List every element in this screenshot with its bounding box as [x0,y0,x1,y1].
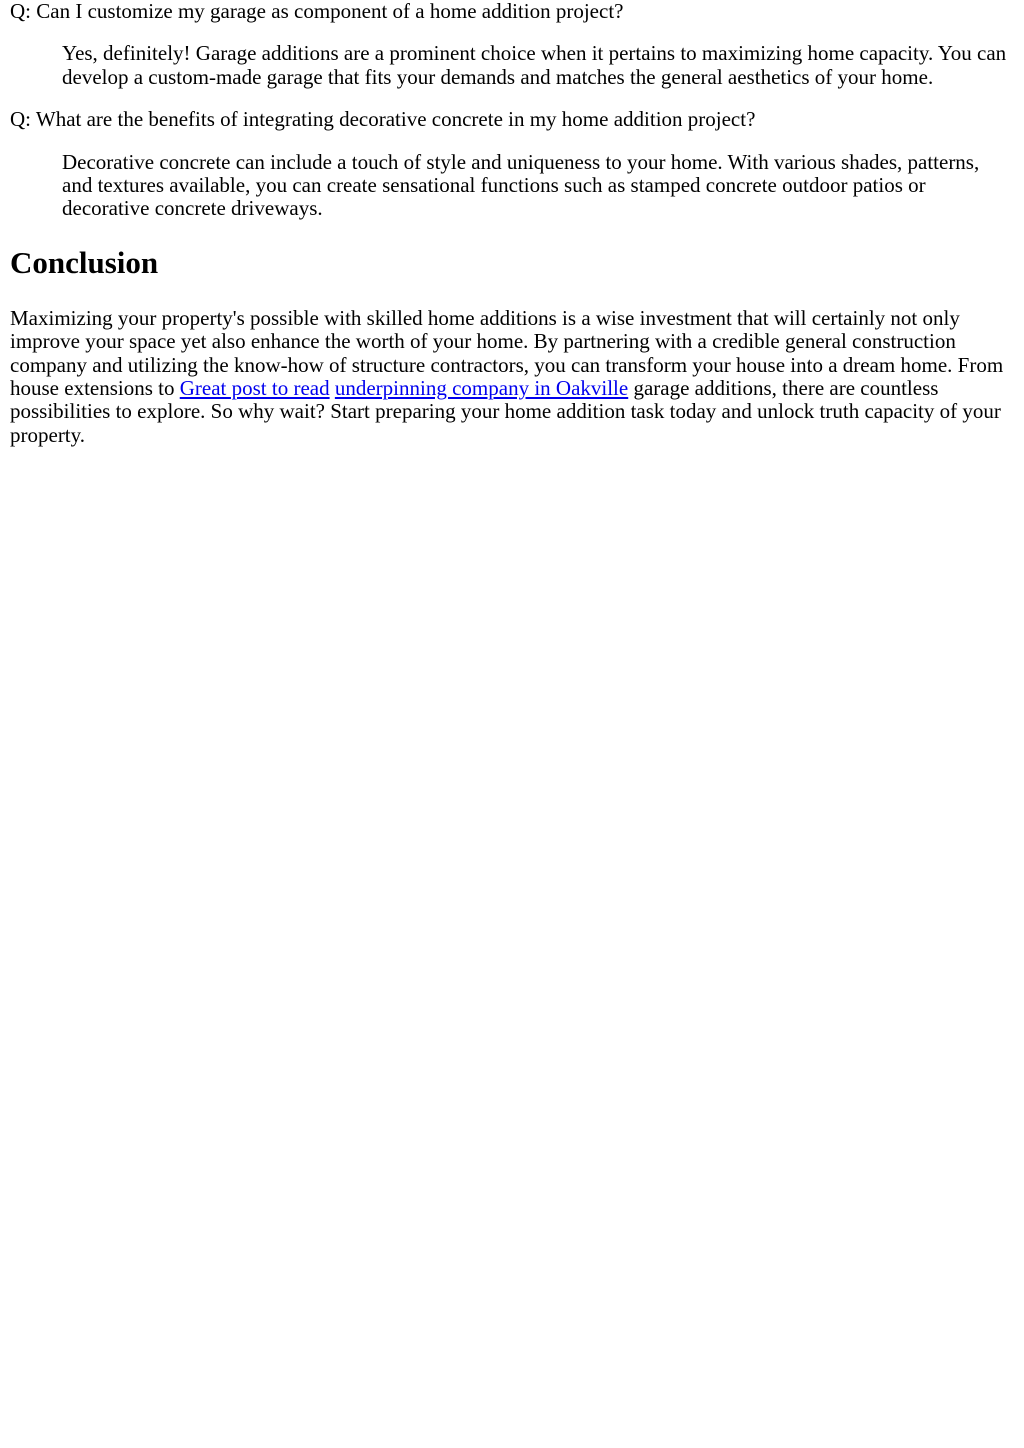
document-page [0,0,1024,447]
great-post-link[interactable]: Great post to read [179,376,330,401]
faq-answer: Yes, definitely! Garage additions are a prominent choice when it pertains to maximizing home capacity. You can develop a custom-made garage that fits your demands and matches the general aesthetics of your home. [62,41,1007,89]
faq-question: Q: What are the benefits of integrating decorative concrete in my home addition project? [10,107,756,132]
faq-answer: Decorative concrete can include a touch of style and uniqueness to your home. With various shades, patterns, and textures available, you can create sensational functions such as stamped concrete outdoor patios or decorative concrete driveways. [62,149,980,221]
conclusion-heading: Conclusion [10,244,159,280]
faq-list [10,0,1014,221]
faq-question: Q: Can I customize my garage as component of a home addition project? [10,0,624,23]
conclusion-text-after: garage additions, there are countless possibilities to explore. So why wait? Start preparing your home addition task today and unlock truth capacity of your property. [10,376,1001,447]
conclusion-text-before: Maximizing your property's possible with skilled home additions is a wise investment that will certainly not only improve your space yet also enhance the worth of your home. By partnering with a credible general construction company and utilizing the know-how of structure contractors, you can transform your house into a dream home. From house extensions to [10,305,1004,401]
conclusion-paragraph [10,307,1014,447]
underpinning-company-link[interactable]: underpinning company in Oakville [334,376,629,401]
